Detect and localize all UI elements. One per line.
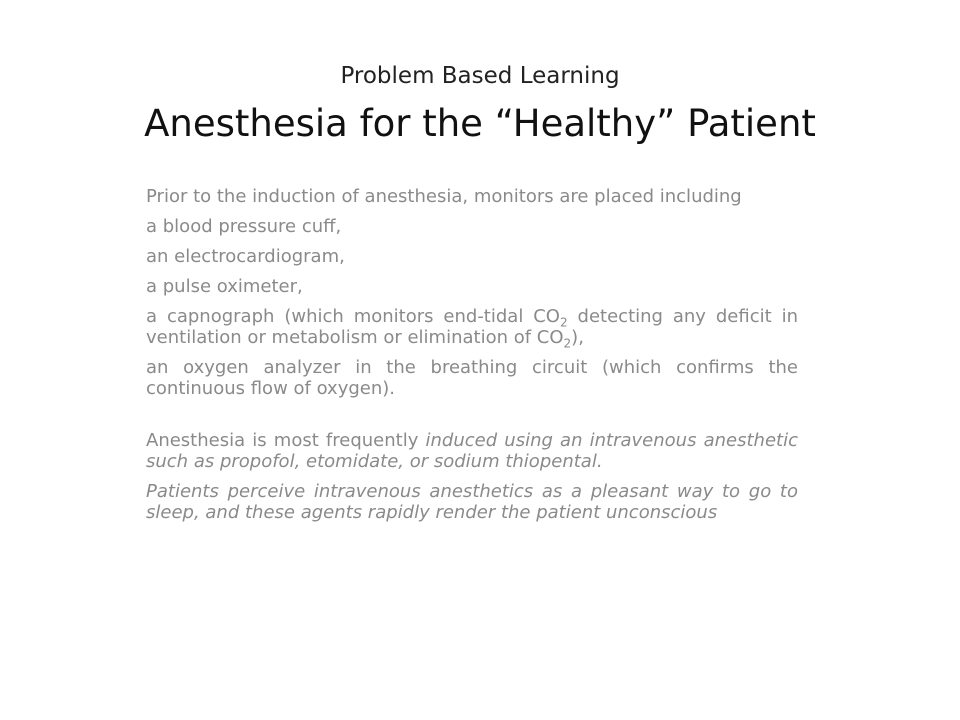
monitor-item-pulse-oximeter: a pulse oximeter, xyxy=(146,276,303,297)
slide-subtitle: Problem Based Learning xyxy=(340,63,620,89)
co2-subscript: 2 xyxy=(563,336,572,351)
slide-body xyxy=(146,186,798,532)
monitor-item-bp-cuff: a blood pressure cuff, xyxy=(146,216,342,237)
induction-text-plain: Anesthesia is most frequently xyxy=(146,430,426,451)
perception-paragraph: Patients perceive intravenous anesthetics as a pleasant way to go to sleep, and these agents rapidly render the patient unconscious xyxy=(146,481,798,523)
title-block xyxy=(60,60,900,148)
capnograph-text-c: ), xyxy=(571,327,584,348)
slide-title: Anesthesia for the “Healthy” Patient xyxy=(144,102,816,145)
capnograph-text-b: detecting any deficit in ventilation or metabolism or elimination of CO xyxy=(146,306,798,348)
monitor-item-capnograph xyxy=(146,306,798,351)
intro-paragraph: Prior to the induction of anesthesia, monitors are placed including xyxy=(146,186,742,207)
monitor-item-oxygen-analyzer: an oxygen analyzer in the breathing circuit (which confirms the continuous flow of oxygen). xyxy=(146,357,798,399)
capnograph-text-a: a capnograph (which monitors end-tidal CO xyxy=(146,306,560,327)
monitor-item-ecg: an electrocardiogram, xyxy=(146,246,345,267)
co2-subscript: 2 xyxy=(559,315,568,330)
induction-text-italic: induced using an intravenous anesthetic such as propofol, etomidate, or sodium thiopental. xyxy=(146,430,798,472)
induction-paragraph xyxy=(146,430,798,472)
